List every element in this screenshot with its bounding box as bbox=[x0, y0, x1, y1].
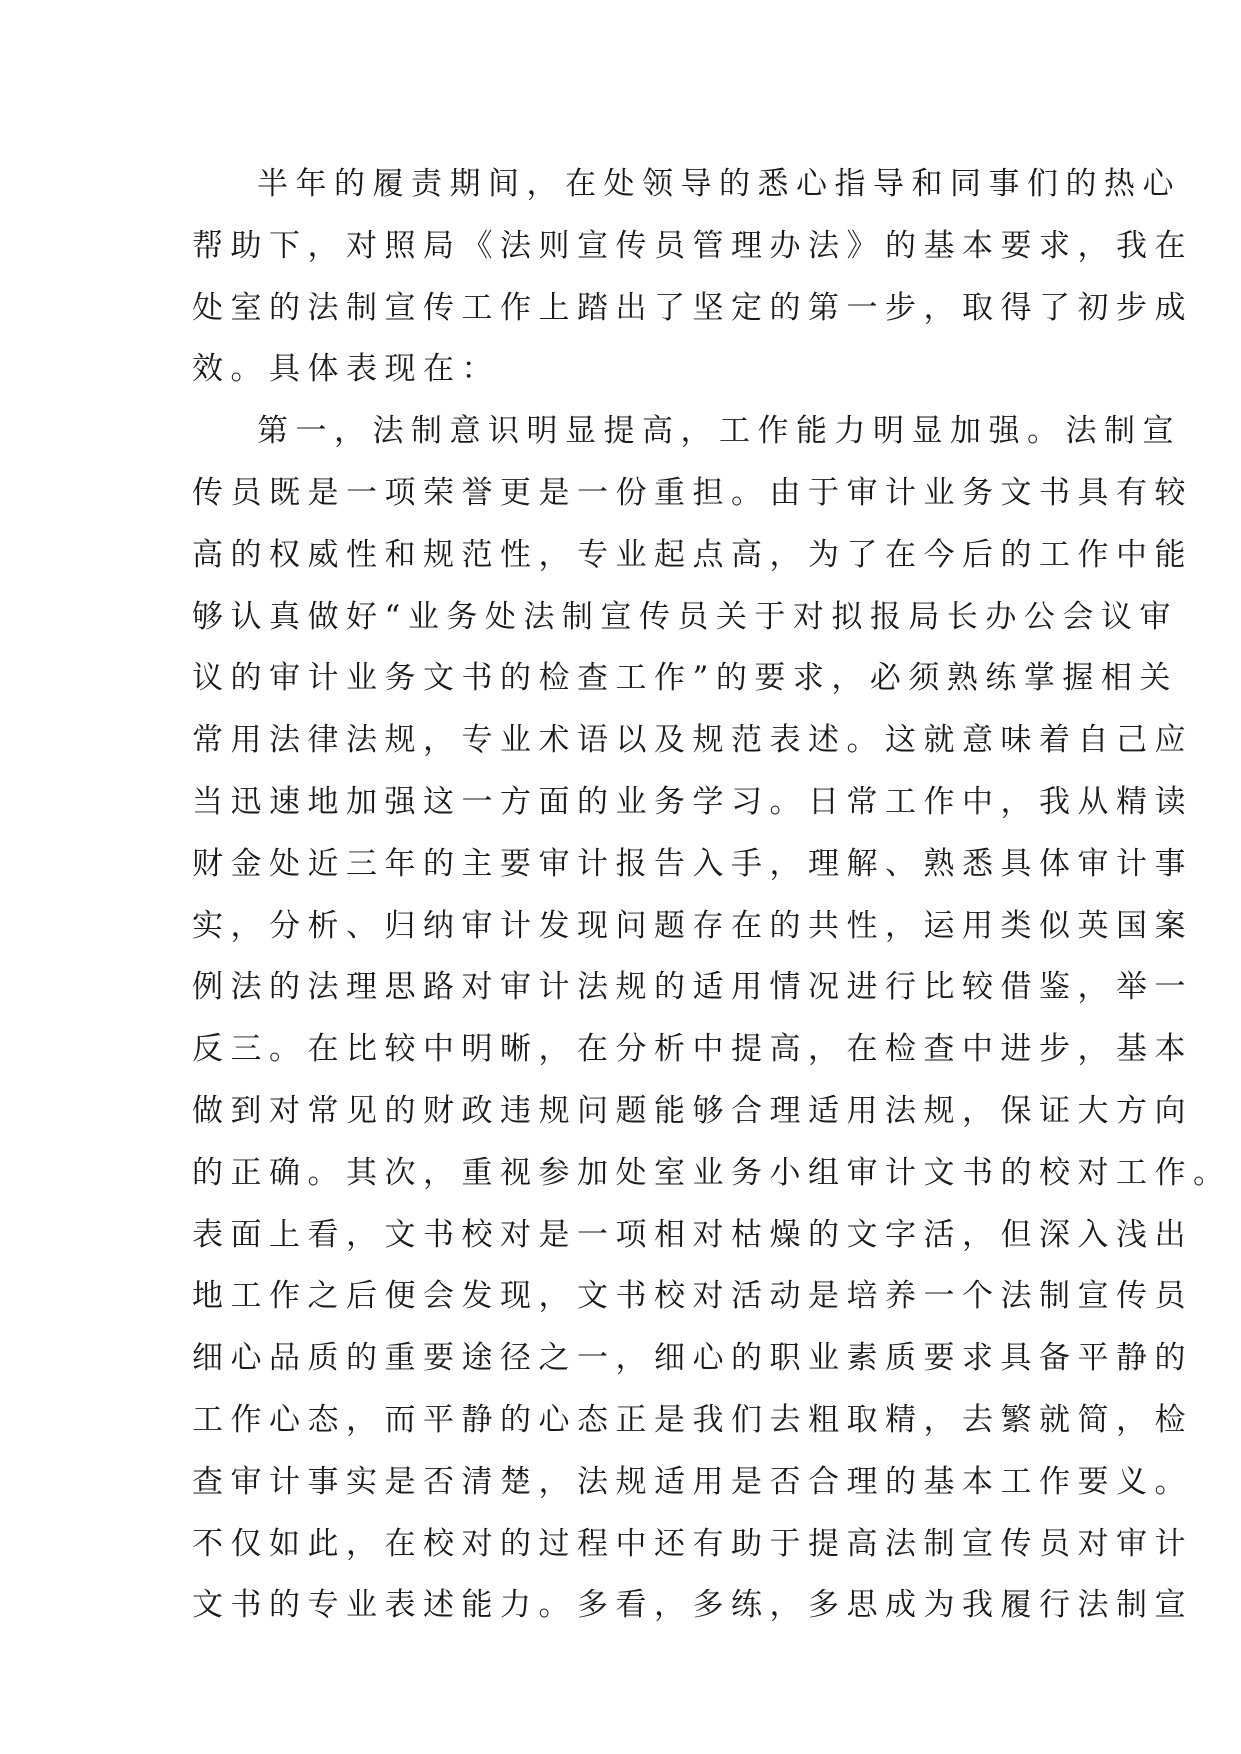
text-line: 实，分析、归纳审计发现问题存在的共性，运用类似英国案 bbox=[192, 907, 1193, 944]
text-line: 的正确。其次，重视参加处室业务小组审计文书的校对工作。 bbox=[192, 1154, 1232, 1191]
text-line: 做到对常见的财政违规问题能够合理适用法规，保证大方向 bbox=[192, 1092, 1193, 1129]
text-line: 财金处近三年的主要审计报告入手，理解、熟悉具体审计事 bbox=[192, 845, 1193, 882]
text-line: 传员既是一项荣誉更是一份重担。由于审计业务文书具有较 bbox=[192, 474, 1193, 511]
text-line: 查审计事实是否清楚，法规适用是否合理的基本工作要义。 bbox=[192, 1463, 1193, 1500]
text-line: 常用法律法规，专业术语以及规范表述。这就意味着自己应 bbox=[192, 722, 1193, 759]
text-line: 处室的法制宣传工作上踏出了坚定的第一步，取得了初步成 bbox=[192, 289, 1193, 326]
text-line: 细心品质的重要途径之一，细心的职业素质要求具备平静的 bbox=[192, 1340, 1193, 1377]
text-line: 够认真做好“业务处法制宣传员关于对拟报局长办公会议审 bbox=[192, 598, 1178, 635]
text-line: 不仅如此，在校对的过程中还有助于提高法制宣传员对审计 bbox=[192, 1525, 1193, 1562]
text-line: 文书的专业表述能力。多看，多练，多思成为我履行法制宣 bbox=[192, 1587, 1193, 1624]
text-line: 工作心态，而平静的心态正是我们去粗取精，去繁就简，检 bbox=[192, 1401, 1193, 1438]
text-line: 效。具体表现在： bbox=[192, 351, 500, 388]
body-text bbox=[192, 154, 1232, 1637]
text-line: 高的权威性和规范性，专业起点高，为了在今后的工作中能 bbox=[192, 536, 1193, 573]
text-line: 反三。在比较中明晰，在分析中提高，在检查中进步，基本 bbox=[192, 1031, 1193, 1068]
text-line: 第一，法制意识明显提高，工作能力明显加强。法制宣 bbox=[257, 413, 1181, 450]
text-line: 当迅速地加强这一方面的业务学习。日常工作中，我从精读 bbox=[192, 783, 1193, 820]
text-line: 帮助下，对照局《法则宣传员管理办法》的基本要求，我在 bbox=[192, 227, 1193, 264]
text-line: 例法的法理思路对审计法规的适用情况进行比较借鉴，举一 bbox=[192, 969, 1193, 1006]
text-line: 表面上看，文书校对是一项相对枯燥的文字活，但深入浅出 bbox=[192, 1216, 1193, 1253]
text-line: 议的审计业务文书的检查工作”的要求，必须熟练掌握相关 bbox=[192, 660, 1178, 697]
text-line: 地工作之后便会发现，文书校对活动是培养一个法制宣传员 bbox=[192, 1278, 1193, 1315]
text-line: 半年的履责期间，在处领导的悉心指导和同事们的热心 bbox=[257, 166, 1181, 202]
